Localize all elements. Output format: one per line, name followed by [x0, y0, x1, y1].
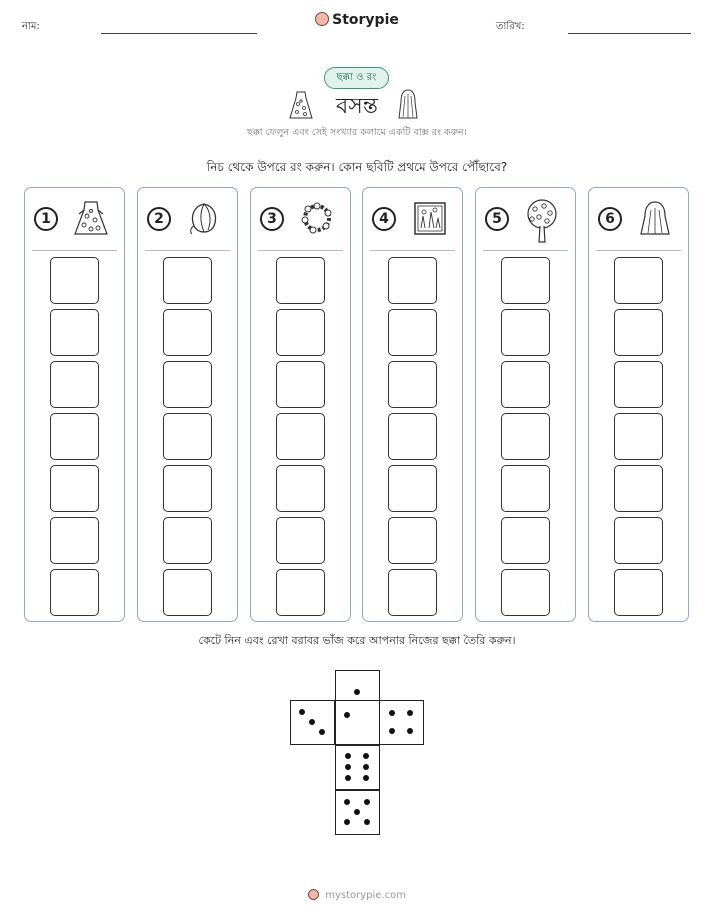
color-box[interactable] — [163, 413, 212, 460]
date-label: তারিখ: — [496, 21, 525, 32]
column-divider — [32, 250, 117, 251]
name-line[interactable] — [101, 33, 257, 34]
die-pip — [354, 689, 360, 695]
subtitle: ছক্কা ফেলুন এবং সেই সংখ্যার কলামে একটি বাক্স রং করুন। — [247, 127, 467, 138]
column-divider — [145, 250, 230, 251]
color-box[interactable] — [276, 257, 325, 304]
color-box[interactable] — [388, 309, 437, 356]
color-box[interactable] — [501, 309, 550, 356]
die-pip — [319, 729, 325, 735]
color-box[interactable] — [501, 257, 550, 304]
die-pip — [345, 775, 351, 781]
color-box[interactable] — [163, 465, 212, 512]
die-pip — [364, 799, 370, 805]
column-number: 5 — [485, 207, 509, 231]
color-box[interactable] — [276, 465, 325, 512]
die-pip — [309, 719, 315, 725]
die-pip — [389, 710, 395, 716]
cut-instruction: কেটে নিন এবং রেখা বরাবর ভাঁজ করে আপনার নিজের ছক্কা তৈরি করুন। — [198, 634, 516, 647]
bear-logo-icon — [308, 889, 319, 900]
die-face-5 — [335, 790, 380, 835]
color-box[interactable] — [614, 257, 663, 304]
die-face-3 — [290, 700, 335, 745]
die-pip — [345, 753, 351, 759]
column-5 — [475, 187, 576, 622]
instruction: নিচ থেকে উপরে রং করুন। কোন ছবিটি প্রথমে উপরে পৌঁছাবে? — [206, 160, 508, 174]
color-box[interactable] — [614, 413, 663, 460]
color-box[interactable] — [276, 569, 325, 616]
color-box[interactable] — [501, 361, 550, 408]
garden-picture-icon — [409, 198, 449, 238]
die-pip — [344, 799, 350, 805]
name-label: নাম: — [22, 21, 40, 32]
column-number: 4 — [372, 207, 396, 231]
column-number: 6 — [598, 207, 622, 231]
die-pip — [363, 775, 369, 781]
color-box[interactable] — [163, 309, 212, 356]
color-box[interactable] — [388, 413, 437, 460]
color-box[interactable] — [388, 569, 437, 616]
color-box[interactable] — [163, 361, 212, 408]
page-title: বসন্ত — [336, 94, 378, 119]
column-number: 3 — [260, 207, 284, 231]
die-pip — [345, 764, 351, 770]
color-box[interactable] — [276, 517, 325, 564]
color-box[interactable] — [614, 517, 663, 564]
color-box[interactable] — [50, 257, 99, 304]
die-pip — [344, 819, 350, 825]
die-face-6 — [335, 745, 380, 790]
color-box[interactable] — [50, 413, 99, 460]
color-box[interactable] — [50, 361, 99, 408]
color-box[interactable] — [50, 517, 99, 564]
color-box[interactable] — [614, 569, 663, 616]
apple-tree-icon — [522, 198, 562, 244]
color-box[interactable] — [388, 257, 437, 304]
bear-logo-icon — [315, 12, 329, 26]
color-box[interactable] — [163, 257, 212, 304]
date-line[interactable] — [568, 33, 691, 34]
die-face-1 — [335, 700, 380, 745]
color-box[interactable] — [388, 361, 437, 408]
die-pip — [407, 710, 413, 716]
column-number: 2 — [147, 207, 171, 231]
footer — [0, 889, 714, 901]
die-pip — [299, 709, 305, 715]
die-pip — [344, 712, 350, 718]
die-pip — [363, 753, 369, 759]
dress-icon — [288, 90, 314, 120]
brand-name: Storypie — [332, 12, 399, 28]
column-number: 1 — [34, 207, 58, 231]
column-divider — [483, 250, 568, 251]
die-pip — [363, 764, 369, 770]
column-6 — [588, 187, 689, 622]
die-pip — [354, 809, 360, 815]
color-box[interactable] — [501, 413, 550, 460]
color-box[interactable] — [388, 517, 437, 564]
color-box[interactable] — [50, 569, 99, 616]
brand-logo — [0, 12, 714, 28]
color-box[interactable] — [276, 413, 325, 460]
color-box[interactable] — [163, 569, 212, 616]
column-4 — [362, 187, 463, 622]
column-divider — [370, 250, 455, 251]
column-3 — [250, 187, 351, 622]
color-box[interactable] — [276, 309, 325, 356]
tulip-bud-icon — [184, 198, 224, 238]
color-box[interactable] — [501, 465, 550, 512]
column-1 — [24, 187, 125, 622]
die-pip — [389, 728, 395, 734]
die-pip — [407, 728, 413, 734]
color-box[interactable] — [388, 465, 437, 512]
veil-icon — [635, 198, 675, 238]
column-divider — [596, 250, 681, 251]
color-box[interactable] — [163, 517, 212, 564]
flower-wreath-icon — [297, 198, 337, 238]
color-box[interactable] — [276, 361, 325, 408]
color-box[interactable] — [614, 309, 663, 356]
color-box[interactable] — [614, 465, 663, 512]
color-box[interactable] — [614, 361, 663, 408]
color-box[interactable] — [501, 517, 550, 564]
activity-badge: ছক্কা ও রং — [324, 67, 389, 89]
dress-icon — [71, 198, 111, 238]
footer-url: mystorypie.com — [325, 890, 406, 901]
column-2 — [137, 187, 238, 622]
color-box[interactable] — [501, 569, 550, 616]
column-divider — [258, 250, 343, 251]
die-pip — [364, 819, 370, 825]
die-face-4 — [379, 700, 424, 745]
veil-icon — [397, 88, 419, 120]
color-box[interactable] — [50, 465, 99, 512]
color-box[interactable] — [50, 309, 99, 356]
